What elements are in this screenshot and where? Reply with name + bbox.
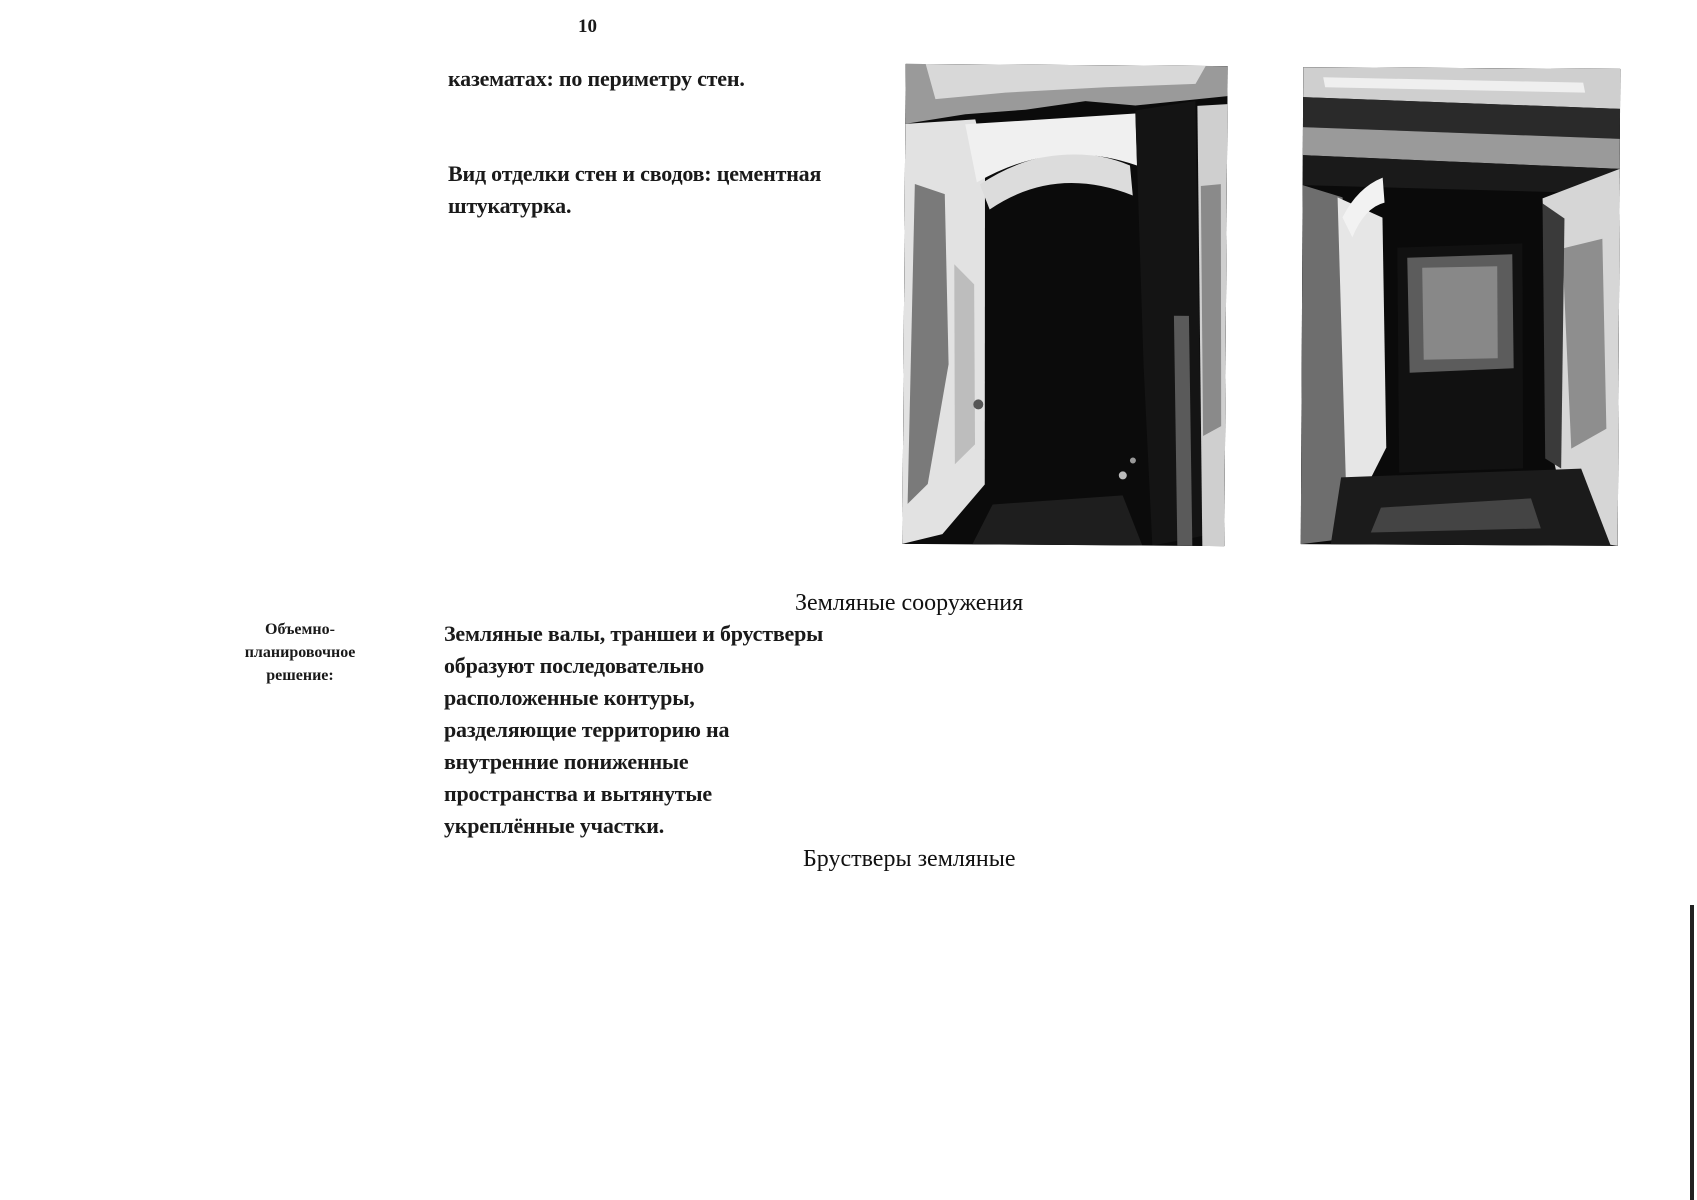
casemate-corridor-photo-icon [1301, 67, 1620, 546]
layout-solution-label: Объемно- планировочное решение: [244, 621, 356, 684]
page-number: 10 [578, 16, 597, 37]
earthworks-paragraph: Земляные валы, траншеи и брустверы образуют последовательно расположенные контуры, разделяющие территорию на внутренние пониженные пространства и вытянутые укреплённые участки. [444, 621, 824, 838]
wall-finish-text: Вид отделки стен и сводов: цементная штукатурка. [448, 161, 822, 218]
scan-edge-line [1690, 905, 1694, 1200]
vaulted-corridor-photo-icon [902, 64, 1227, 546]
earthworks-heading: Земляные сооружения [795, 590, 1024, 616]
casemates-text: казематах: по периметру стен. [448, 66, 745, 91]
breastworks-heading: Брустверы земляные [803, 846, 1016, 872]
